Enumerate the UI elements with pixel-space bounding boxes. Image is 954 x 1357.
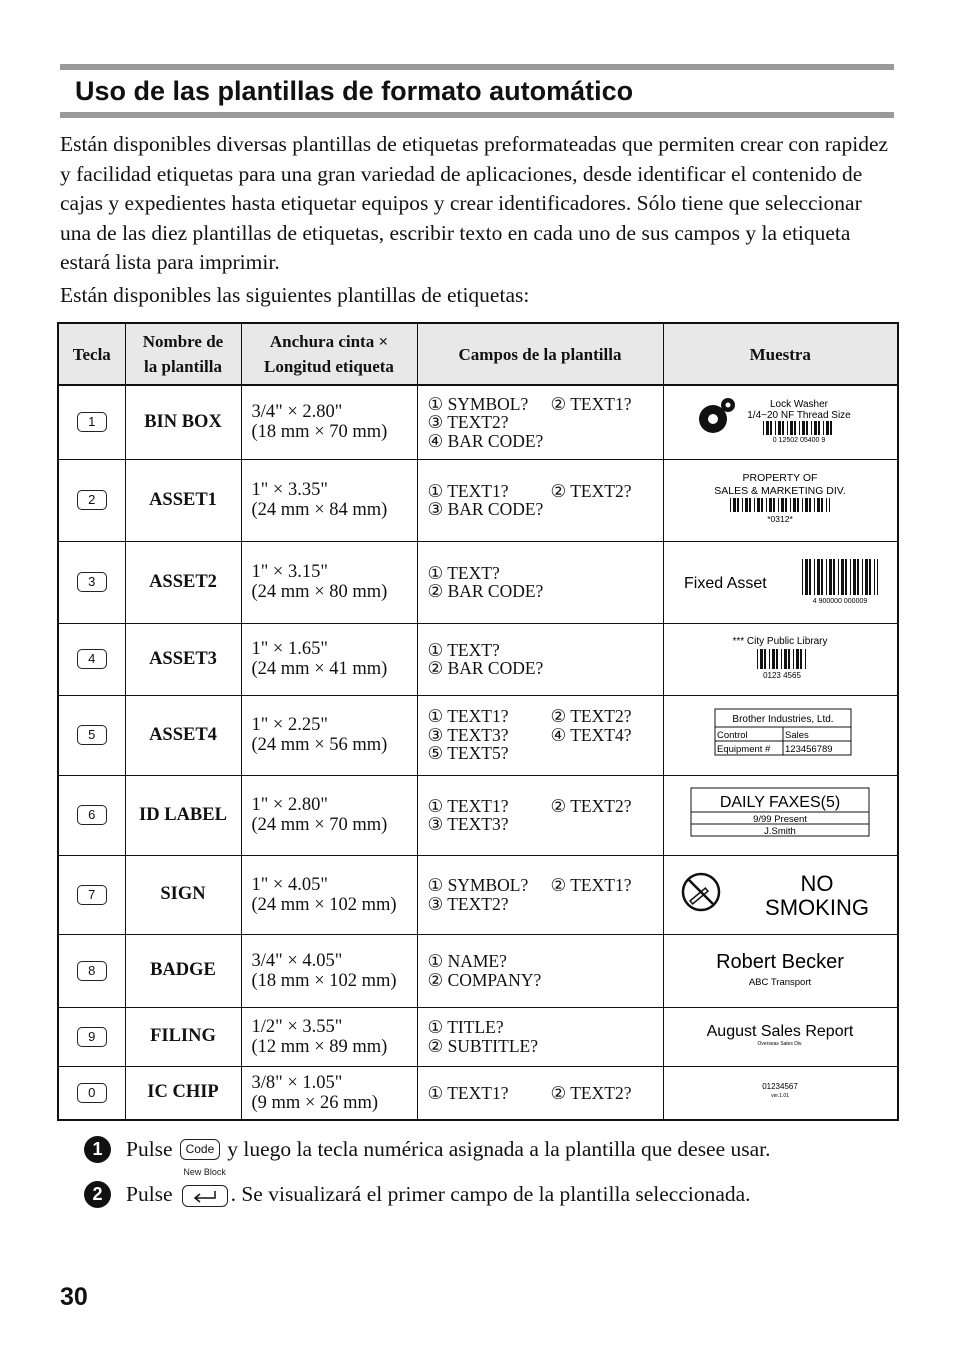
sample-text: Sales <box>785 729 810 741</box>
number-key-icon: 0 <box>77 1083 107 1103</box>
barcode-digits: 0123 4565 <box>763 670 802 680</box>
table-row <box>58 385 898 459</box>
sample-text: Fixed Asset <box>684 574 767 592</box>
key-cell <box>58 1066 125 1120</box>
asset4-sample <box>695 707 865 759</box>
fields-cell: ① TEXT1? ② TEXT2? <box>417 1066 663 1120</box>
enter-key-label: New Block <box>183 1166 226 1177</box>
size-cell: 1" × 4.05" (24 mm × 102 mm) <box>241 855 417 934</box>
key-cell <box>58 459 125 541</box>
enter-key <box>182 1166 228 1207</box>
size-cell: 1/2" × 3.55" (12 mm × 89 mm) <box>241 1007 417 1066</box>
sample-cell <box>663 855 898 934</box>
table-row <box>58 623 898 695</box>
sample-text: Lock Washer <box>770 398 829 410</box>
number-key-icon: 4 <box>77 649 107 669</box>
table-row <box>58 1066 898 1120</box>
intro-paragraph: Están disponibles diversas plantillas de etiquetas preformateadas que permiten crear con rapidez y facilidad etiquetas para una gran variedad de aplicaciones, desde identificar el contenido de cajas y expedientes hasta etiquetar equipos y crear identificadores. Sólo tiene que seleccionar una de las diez plantillas de etiquetas, escribir texto en cada uno de sus campos y la etiqueta estará lista para imprimir. <box>60 132 889 274</box>
sample-cell <box>663 385 898 459</box>
sample-text: 123456789 <box>785 743 833 755</box>
sample-text: August Sales Report <box>706 1023 854 1040</box>
size-cell: 3/8" × 1.05" (9 mm × 26 mm) <box>241 1066 417 1120</box>
number-key-icon: 7 <box>77 885 107 905</box>
header-sample: Muestra <box>663 323 898 385</box>
barcode-digits: 4 900000 000009 <box>813 597 868 605</box>
step-2 <box>84 1166 751 1208</box>
fields-cell: ① TEXT1? ② TEXT2? ③ BAR CODE? <box>417 459 663 541</box>
size-cell: 1" × 3.35" (24 mm × 84 mm) <box>241 459 417 541</box>
step-1 <box>84 1136 771 1163</box>
fields-cell: ① SYMBOL? ② TEXT1? ③ TEXT2? <box>417 855 663 934</box>
template-name: ASSET3 <box>125 623 241 695</box>
sample-text: DAILY FAXES(5) <box>720 793 841 811</box>
asset2-sample <box>680 555 880 605</box>
sample-text: Robert Becker <box>716 951 845 973</box>
step-text: Pulse <box>126 1137 173 1161</box>
number-key-icon: 2 <box>77 490 107 510</box>
sample-text: 1/4−20 NF Thread Size <box>747 409 851 421</box>
step-number-badge: 2 <box>84 1181 111 1208</box>
number-key-icon: 5 <box>77 725 107 745</box>
header-name: Nombre de la plantilla <box>125 323 241 385</box>
enter-key-icon <box>182 1185 228 1207</box>
table-row <box>58 695 898 775</box>
table-row <box>58 1007 898 1066</box>
filing-sample <box>685 1014 875 1054</box>
template-name: SIGN <box>125 855 241 934</box>
gears-icon <box>699 398 735 433</box>
sample-text: Overseas Sales Div. <box>757 1041 803 1047</box>
badge-sample <box>685 943 875 993</box>
templates-table <box>57 322 899 1121</box>
sample-text: PROPERTY OF <box>742 471 818 484</box>
code-key-icon: Code <box>180 1139 221 1160</box>
barcode-icon <box>757 649 806 669</box>
template-name: BADGE <box>125 934 241 1007</box>
table-row <box>58 459 898 541</box>
fields-cell: ① TEXT1? ② TEXT2? ③ TEXT3? ④ TEXT4? ⑤ TEXT5? <box>417 695 663 775</box>
template-name: ASSET4 <box>125 695 241 775</box>
page-number: 30 <box>60 1283 88 1311</box>
asset3-sample <box>695 632 865 682</box>
key-cell <box>58 695 125 775</box>
key-cell <box>58 541 125 623</box>
key-cell <box>58 385 125 459</box>
table-header-row <box>58 323 898 385</box>
ic-chip-sample <box>740 1075 820 1105</box>
step-text: y luego la tecla numérica asignada a la plantilla que desee usar. <box>227 1137 771 1161</box>
sample-cell <box>663 695 898 775</box>
number-key-icon: 8 <box>77 961 107 981</box>
template-name: ASSET1 <box>125 459 241 541</box>
template-name: BIN BOX <box>125 385 241 459</box>
table-row <box>58 775 898 855</box>
fields-cell: ① NAME? ② COMPANY? <box>417 934 663 1007</box>
size-cell: 1" × 2.80" (24 mm × 70 mm) <box>241 775 417 855</box>
no-smoking-icon <box>683 874 719 910</box>
number-key-icon: 3 <box>77 572 107 592</box>
intro-paragraph-2: Están disponibles las siguientes plantillas de etiquetas: <box>60 283 530 307</box>
sample-cell <box>663 1007 898 1066</box>
sample-cell <box>663 541 898 623</box>
sign-sample <box>675 864 885 920</box>
barcode-digits: 0 12502 05400 9 <box>772 436 826 444</box>
header-size: Anchura cinta × Longitud etiqueta <box>241 323 417 385</box>
barcode-icon <box>730 498 830 512</box>
sample-text: 9/99 Present <box>753 813 808 825</box>
sample-text: J.Smith <box>764 825 797 837</box>
key-cell <box>58 623 125 695</box>
key-cell <box>58 934 125 1007</box>
sample-text: *** City Public Library <box>732 635 828 647</box>
size-cell: 3/4" × 2.80" (18 mm × 70 mm) <box>241 385 417 459</box>
sample-cell <box>663 934 898 1007</box>
number-key-icon: 6 <box>77 805 107 825</box>
fields-cell: ① TEXT? ② BAR CODE? <box>417 541 663 623</box>
key-cell <box>58 1007 125 1066</box>
sample-text: SALES & MARKETING DIV. <box>714 484 846 497</box>
header-fields: Campos de la plantilla <box>417 323 663 385</box>
number-key-icon: 1 <box>77 412 107 432</box>
key-cell <box>58 775 125 855</box>
barcode-icon <box>763 421 832 435</box>
section-heading: Uso de las plantillas de formato automático <box>75 76 634 106</box>
asset1-sample <box>695 470 865 526</box>
step-number-badge: 1 <box>84 1136 111 1163</box>
sample-cell <box>663 623 898 695</box>
size-cell: 1" × 2.25" (24 mm × 56 mm) <box>241 695 417 775</box>
bin-box-sample <box>695 395 865 445</box>
id-label-sample <box>685 785 875 841</box>
template-name: ASSET2 <box>125 541 241 623</box>
section-title-bar <box>60 64 894 118</box>
fields-cell: ① TEXT1? ② TEXT2? ③ TEXT3? <box>417 775 663 855</box>
sample-text: 01234567 <box>762 1082 799 1092</box>
sample-text: ABC Transport <box>749 977 812 988</box>
size-cell: 1" × 3.15" (24 mm × 80 mm) <box>241 541 417 623</box>
barcode-digits: *0312* <box>767 513 794 524</box>
fields-cell: ① SYMBOL? ② TEXT1? ③ TEXT2? ④ BAR CODE? <box>417 385 663 459</box>
sample-cell <box>663 775 898 855</box>
sample-cell <box>663 1066 898 1120</box>
sample-text: ver.1.01 <box>771 1093 790 1100</box>
size-cell: 1" × 1.65" (24 mm × 41 mm) <box>241 623 417 695</box>
sample-text: NO <box>800 871 834 896</box>
barcode-icon <box>802 559 878 595</box>
sample-text: SMOKING <box>765 895 870 920</box>
size-cell: 3/4" × 4.05" (18 mm × 102 mm) <box>241 934 417 1007</box>
table-row <box>58 855 898 934</box>
sample-cell <box>663 459 898 541</box>
table-row <box>58 541 898 623</box>
fields-cell: ① TEXT? ② BAR CODE? <box>417 623 663 695</box>
template-name: ID LABEL <box>125 775 241 855</box>
template-name: IC CHIP <box>125 1066 241 1120</box>
table-row <box>58 934 898 1007</box>
sample-text: Brother Industries, Ltd. <box>732 713 834 725</box>
sample-text: Equipment # <box>717 743 771 755</box>
header-key: Tecla <box>58 323 125 385</box>
fields-cell: ① TITLE? ② SUBTITLE? <box>417 1007 663 1066</box>
number-key-icon: 9 <box>77 1027 107 1047</box>
template-name: FILING <box>125 1007 241 1066</box>
key-cell <box>58 855 125 934</box>
sample-text: Control <box>717 729 748 741</box>
step-text: . Se visualizará el primer campo de la plantilla seleccionada. <box>230 1182 751 1206</box>
step-text: Pulse <box>126 1182 173 1206</box>
